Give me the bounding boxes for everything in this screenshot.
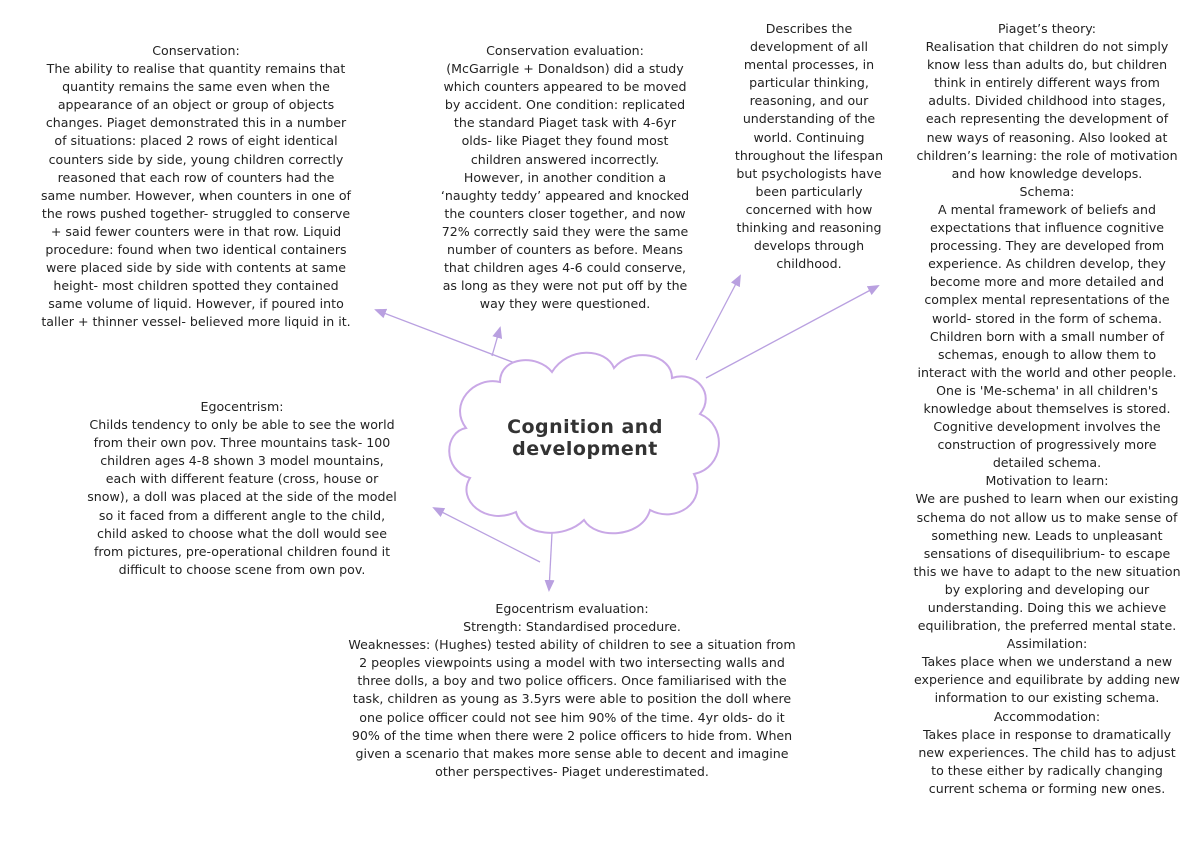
arrow-to-describes bbox=[696, 276, 740, 360]
schema-heading: Schema: bbox=[1019, 183, 1075, 199]
piaget-theory-block bbox=[912, 20, 1182, 798]
egocentrism-heading: Egocentrism: bbox=[200, 399, 284, 414]
motivation-text: We are pushed to learn when our existing schema do not allow us to make sense of something new. Leads to unpleasant sensations of disequilibrium- to escape this we have to adapt to the new situation by exploring and developing our understanding. Doing this we achieve equilibration, the preferred mental state. bbox=[913, 491, 1181, 634]
egocentrism-evaluation-strength: Strength: Standardised procedure. bbox=[463, 619, 681, 635]
describes-block bbox=[733, 20, 885, 273]
accommodation-text: Takes place in response to dramatically new experiences. The child has to adjust to these either by radically changing current schema or forming new ones. bbox=[918, 726, 1176, 796]
egocentrism-evaluation-block bbox=[344, 600, 800, 781]
center-title-line-1: Cognition and bbox=[507, 416, 663, 438]
motivation-heading: Motivation to learn: bbox=[985, 473, 1109, 489]
egocentrism-text: Childs tendency to only be able to see the world from their own pov. Three mountains task- 100 children ages 4-8 shown 3 model mountains, each with different feature (cross, house or snow), a doll was placed at the side of the model so it faced from a different angle to the child, child asked to choose what the doll would see from pictures, pre-operational children found it difficult to choose scene from own pov. bbox=[87, 417, 397, 577]
conservation-evaluation-text: (McGarrigle + Donaldson) did a study which counters appeared to be moved by accident. One condition: replicated the standard Piaget task with 4-6yr olds- like Piaget they found most children answered incorrectly. However, in another condition a ‘naughty teddy’ appeared and knocked the counters closer together, and now 72% correctly said they were the same number of counters as before. Means that children ages 4-6 could conserve, as long as they were not put off by the way they were questioned. bbox=[440, 61, 690, 312]
arrow-to-piaget-theory bbox=[706, 286, 878, 378]
conservation-evaluation-heading: Conservation evaluation: bbox=[486, 43, 644, 58]
conservation-text: The ability to realise that quantity remains that quantity remains the same even when the appearance of an object or group of objects changes. Piaget demonstrated this in a number of situations: placed 2 rows of eight identical counters side by side, young children correctly reasoned that each row of counters had the same number. However, when counters in one of the rows pushed together- struggled to conserve + said fewer counters were in that row. Liquid procedure: found when two identical containers were placed side by side with contents at same height- most children spotted they contained same volume of liquid. However, if poured into taller + thinner vessel- believed more liquid in it. bbox=[40, 61, 351, 330]
egocentrism-evaluation-heading: Egocentrism evaluation: bbox=[495, 601, 649, 616]
piaget-heading: Piaget’s theory: bbox=[997, 21, 1097, 36]
assimilation-text: Takes place when we understand a new experience and equilibrate by adding new information to our existing schema. bbox=[914, 654, 1180, 706]
conservation-heading: Conservation: bbox=[152, 43, 240, 58]
schema-text: A mental framework of beliefs and expectations that influence cognitive processing. They are developed from experience. As children develop, they become more and more detailed and complex mental representations of the world- stored in the form of schema. Children born with a small number of schemas, enough to allow them to interact with the world and other people. One is 'Me-schema' in all children's knowledge about themselves is stored. Cognitive development involves the construction of progressively more detailed schema. bbox=[917, 201, 1177, 471]
conservation-evaluation-block bbox=[440, 42, 690, 313]
assimilation-heading: Assimilation: bbox=[1006, 636, 1088, 652]
arrow-to-conservation-evaluation bbox=[492, 328, 500, 356]
describes-text: Describes the development of all mental processes, in particular thinking, reasoning, and our understanding of the world. Continuing throughout the lifespan but psychologists have been particularly concerned with how thinking and reasoning develops through childhood. bbox=[734, 21, 884, 272]
egocentrism-block bbox=[86, 398, 398, 579]
arrow-to-conservation bbox=[376, 310, 528, 368]
center-title bbox=[480, 416, 690, 460]
center-title-line-2: development bbox=[512, 438, 658, 460]
accommodation-heading: Accommodation: bbox=[993, 708, 1101, 724]
piaget-text: Realisation that children do not simply know less than adults do, but children think in entirely different ways from adults. Divided childhood into stages, each representing the development of new ways of reasoning. Also looked at children’s learning: the role of motivation and how knowledge develops. bbox=[916, 39, 1178, 181]
egocentrism-evaluation-weaknesses: Weaknesses: (Hughes) tested ability of children to see a situation from 2 peoples viewpoints using a model with two intersecting walls and three dolls, a boy and two police officers. Once familiarised with the task, children as young as 3.5yrs were able to position the doll where one police officer could not see him 90% of the time. 4yr olds- do it 90% of the time when there were 2 police officers to hide from. When given a scenario that makes more sense able to decent and imagine other perspectives- Piaget underestimated. bbox=[348, 637, 796, 779]
conservation-block bbox=[40, 42, 352, 332]
